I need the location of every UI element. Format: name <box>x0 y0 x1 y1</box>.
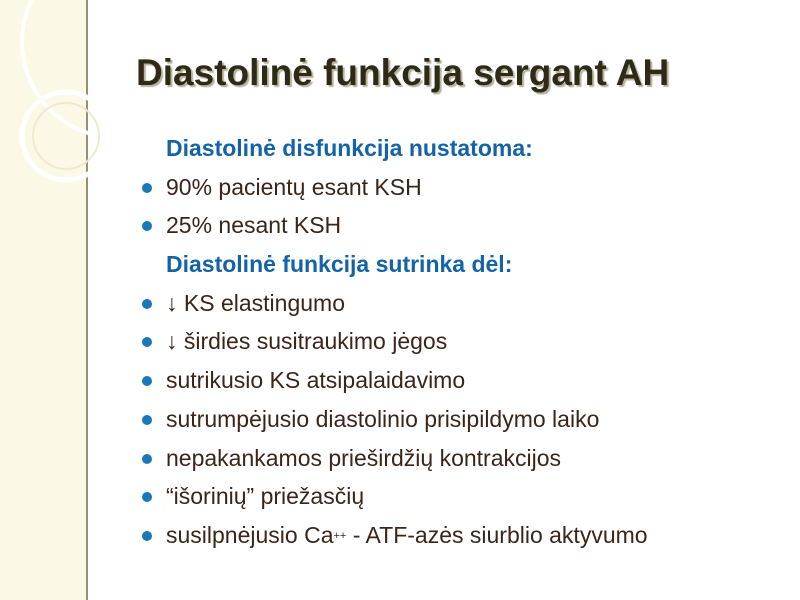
bullet-icon <box>142 299 152 309</box>
bullet-item: sutrikusio KS atsipalaidavimo <box>142 364 648 403</box>
bullet-icon <box>142 415 152 425</box>
section-heading: Diastolinė disfunkcija nustatoma: <box>166 135 533 161</box>
bullet-item: susilpnėjusio Ca++ - ATF-azės siurblio aktyvumo <box>142 519 648 558</box>
bullet-item: 90% pacientų esant KSH <box>142 171 648 210</box>
bullet-icon <box>142 454 152 464</box>
decorative-circles <box>0 0 130 260</box>
bullet-item: nepakankamos prieširdžių kontrakcijos <box>142 442 648 481</box>
bullet-icon <box>142 183 152 193</box>
bullet-item: “išorinių” priežasčių <box>142 480 648 519</box>
bullet-item: ↓ širdies susitraukimo jėgos <box>142 325 648 364</box>
superscript-charge: ++ <box>333 529 347 542</box>
slide-content-list <box>142 132 648 558</box>
bullet-icon <box>142 492 152 502</box>
section-heading: Diastolinė funkcija sutrinka dėl: <box>166 251 513 278</box>
bullet-item: 25% nesant KSH <box>142 209 648 248</box>
bullet-icon <box>142 337 152 347</box>
bullet-icon <box>142 531 152 541</box>
bullet-item: sutrumpėjusio diastolinio prisipildymo laiko <box>142 403 648 442</box>
slide-title: Diastolinė funkcija sergant AH <box>136 52 670 93</box>
bullet-icon <box>142 376 152 386</box>
bullet-item: ↓ KS elastingumo <box>142 287 648 326</box>
bullet-icon <box>142 221 152 231</box>
